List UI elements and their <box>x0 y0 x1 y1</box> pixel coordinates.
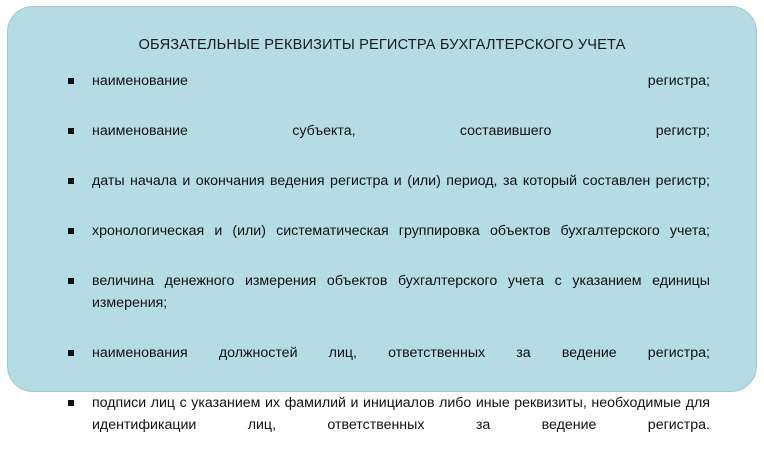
list-item-text: хронологическая и (или) систематическая группировка объектов бухгалтерского учета; <box>92 222 710 239</box>
content-card <box>7 6 757 433</box>
list-item <box>66 171 710 214</box>
square-bullet-icon <box>68 178 74 184</box>
list-item-text: подписи лиц с указанием их фамилий и инициалов либо иные реквизиты, необходимые для идентификации лиц, ответственных за ведение регистра. <box>92 395 710 433</box>
page-title: ОБЯЗАТЕЛЬНЫЕ РЕКВИЗИТЫ РЕГИСТРА БУХГАЛТЕРСКОГО УЧЕТА <box>138 37 626 53</box>
square-bullet-icon <box>68 400 74 406</box>
list-item <box>66 121 710 164</box>
list-item-text: наименования должностей лиц, ответственных за ведение регистра; <box>92 344 710 361</box>
list-item-text: наименование субъекта, составившего регистр; <box>92 122 710 139</box>
square-bullet-icon <box>68 228 74 234</box>
square-bullet-icon <box>68 128 74 134</box>
list-item-text: наименование регистра; <box>92 72 710 89</box>
list-item <box>66 71 710 114</box>
square-bullet-icon <box>68 278 74 284</box>
list-item <box>66 271 710 336</box>
list-item <box>66 221 710 264</box>
list-item-text: даты начала и окончания ведения регистра и (или) период, за который составлен регистр; <box>92 172 710 189</box>
list-item <box>66 343 710 386</box>
list-item-text: величина денежного измерения объектов бухгалтерского учета с указанием единицы измерения; <box>92 273 710 311</box>
square-bullet-icon <box>68 78 74 84</box>
list-item <box>66 393 710 458</box>
square-bullet-icon <box>68 350 74 356</box>
